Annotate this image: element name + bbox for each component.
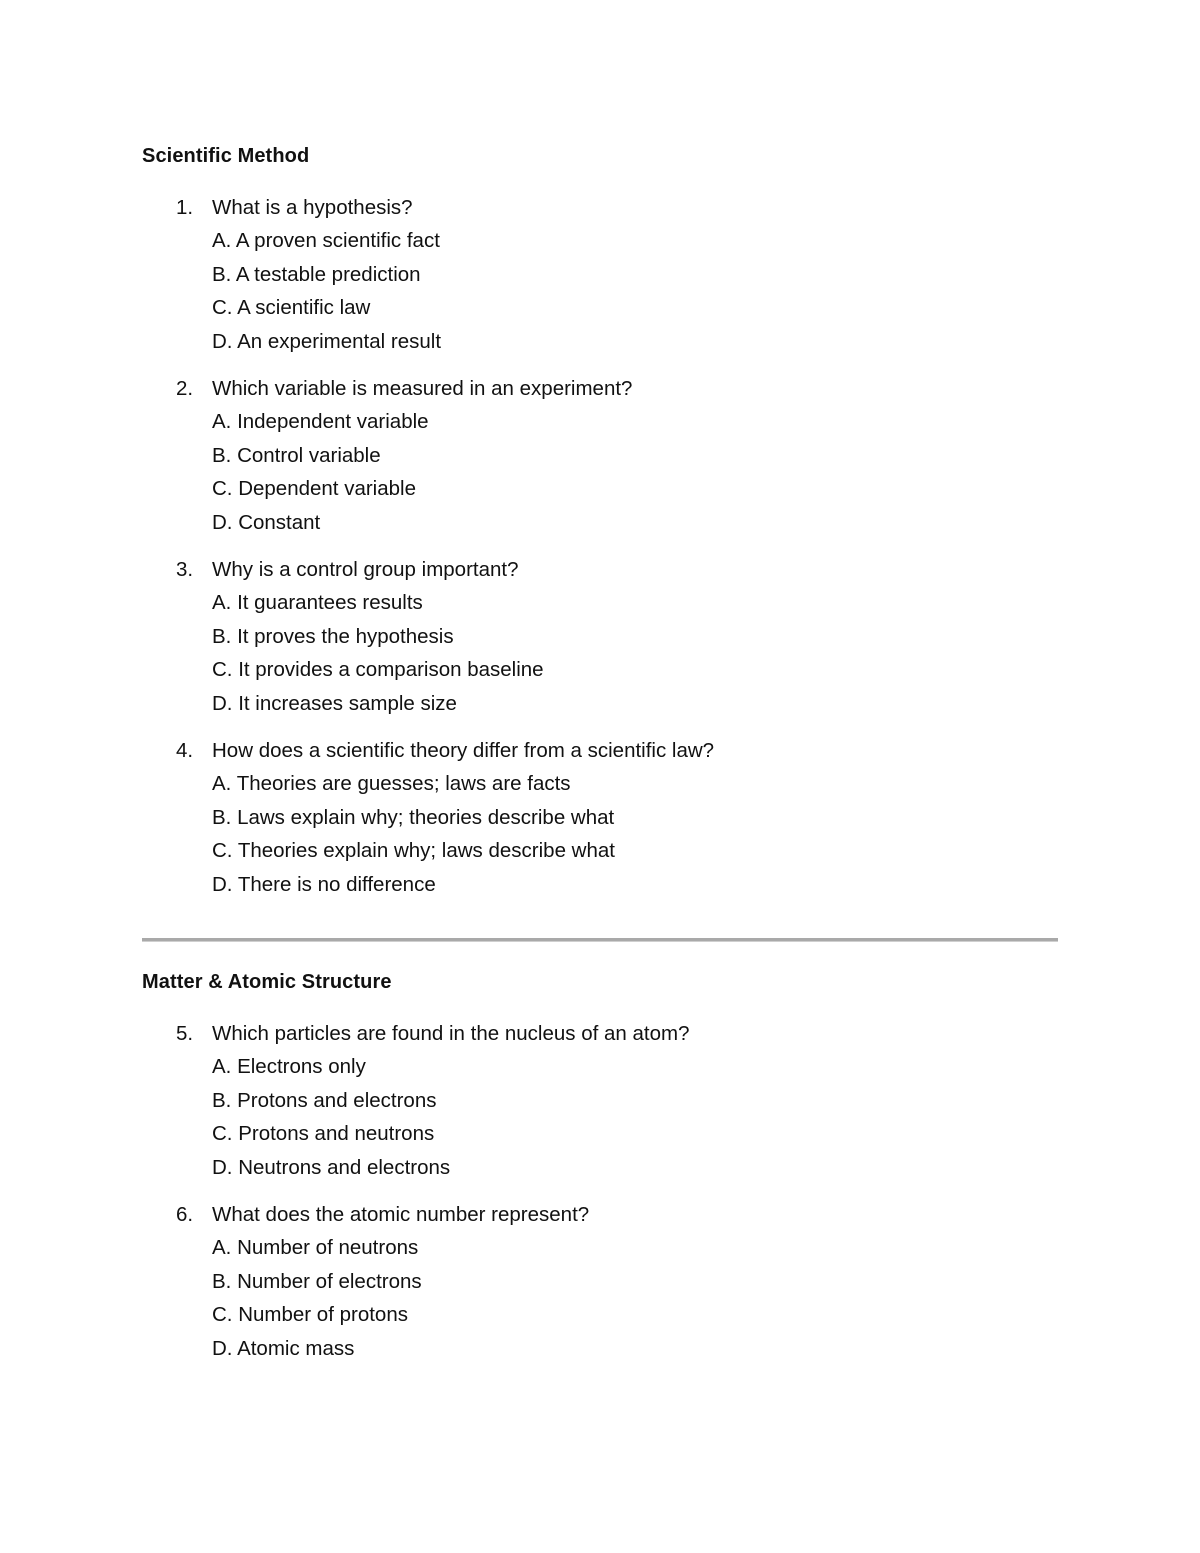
question-item [142,734,1058,901]
answer-option: D. An experimental result [212,329,442,353]
question-item [142,553,1058,720]
question-text: Which particles are found in the nucleus of an atom? [212,1022,690,1045]
answer-option: B. Number of electrons [212,1269,422,1293]
section-title: Matter & Atomic Structure [142,971,392,993]
question-text: Why is a control group important? [212,558,519,581]
answer-options [142,224,1058,358]
question-text: Which variable is measured in an experiment? [212,377,633,400]
question-row [142,191,1058,224]
answer-option: C. Dependent variable [212,477,416,500]
question-number: 3. [176,558,194,581]
question-row [142,1198,1058,1231]
question-number: 1. [176,196,194,219]
answer-option: A. Electrons only [212,1055,366,1078]
answer-option: C. Theories explain why; laws describe what [212,839,615,862]
answer-option: C. Protons and neutrons [212,1122,435,1145]
answer-option: B. A testable prediction [212,262,421,286]
answer-option: A. Number of neutrons [212,1236,419,1259]
question-number: 6. [176,1203,194,1226]
answer-option: A. It guarantees results [212,591,423,614]
answer-option: C. Number of protons [212,1303,408,1326]
question-item [142,191,1058,358]
answer-option: D. Constant [212,510,321,534]
answer-options [142,405,1058,539]
question-text: What does the atomic number represent? [212,1203,590,1226]
section-divider [142,938,1058,942]
question-list [142,191,1058,901]
question-text: How does a scientific theory differ from a scientific law? [212,739,715,762]
answer-option: B. Control variable [212,443,381,467]
answer-options [142,586,1058,720]
answer-options [142,767,1058,901]
question-list [142,1017,1058,1365]
answer-option: C. It provides a comparison baseline [212,658,544,681]
answer-option: C. A scientific law [212,296,371,319]
question-item [142,1198,1058,1365]
answer-option: A. Independent variable [212,410,429,433]
question-row [142,372,1058,405]
answer-option: D. There is no difference [212,872,436,896]
answer-option: D. Atomic mass [212,1336,355,1360]
section-title: Scientific Method [142,145,310,167]
question-number: 4. [176,739,194,762]
answer-option: B. Protons and electrons [212,1088,437,1112]
answer-option: D. Neutrons and electrons [212,1155,451,1179]
question-row [142,553,1058,586]
question-number: 2. [176,377,194,400]
answer-options [142,1050,1058,1184]
answer-option: A. Theories are guesses; laws are facts [212,772,571,795]
answer-option: D. It increases sample size [212,691,457,715]
question-number: 5. [176,1022,194,1045]
question-row [142,1017,1058,1050]
question-item [142,372,1058,539]
section-matter-atomic-structure [142,969,1058,1379]
answer-option: A. A proven scientific fact [212,229,440,252]
question-row [142,734,1058,767]
answer-options [142,1231,1058,1365]
answer-option: B. Laws explain why; theories describe what [212,805,615,829]
answer-option: B. It proves the hypothesis [212,624,454,648]
question-item [142,1017,1058,1184]
section-scientific-method [142,143,1058,915]
question-text: What is a hypothesis? [212,196,413,219]
